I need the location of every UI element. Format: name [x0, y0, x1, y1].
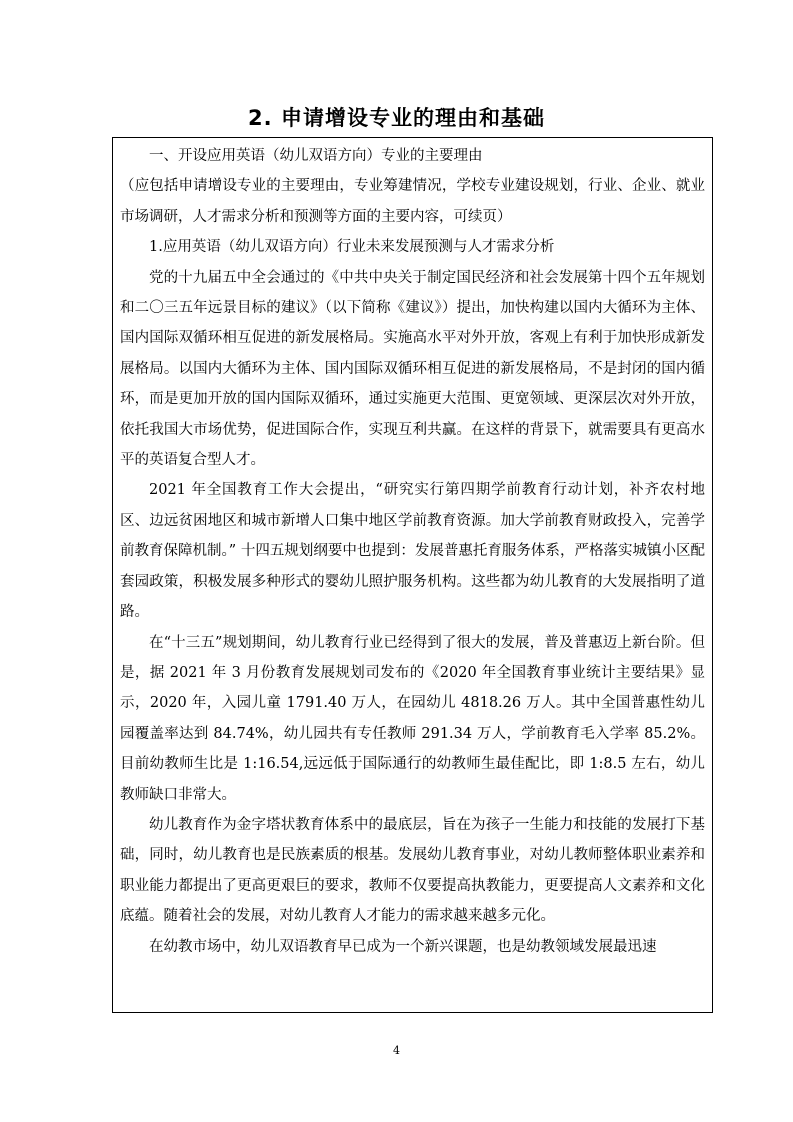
section-heading: 一、开设应用英语（幼儿双语方向）专业的主要理由 — [149, 148, 483, 164]
paragraph: 幼儿教育作为金字塔状教育体系中的最底层，旨在为孩子一生能力和技能的发展打下基础，同时，幼儿教育也是民族素质的根基。发展幼儿教育事业，对幼儿教师整体职业素养和职业能力都提出了更高更艰巨的要求，教师不仅要提高执教能力，更要提高人文素养和文化底蕴。随着社会的发展，对幼儿教育人才能力的需求越来越多元化。 — [120, 816, 705, 925]
content-table-frame — [112, 137, 713, 1013]
paragraph: 在幼教市场中，幼儿双语教育早已成为一个新兴课题，也是幼教领域发展最迅速 — [149, 938, 657, 955]
subheading: 1.应用英语（幼儿双语方向）行业未来发展预测与人才需求分析 — [149, 239, 555, 256]
instruction-note: （应包括申请增设专业的主要理由，专业筹建情况，学校专业建设规划，行业、企业、就业市场调研，人才需求分析和预测等方面的主要内容，可续页） — [120, 178, 705, 225]
page-number: 4 — [393, 1044, 400, 1057]
paragraph: 在“十三五”规划期间，幼儿教育行业已经得到了很大的发展，普及普惠迈上新台阶。但是，据 2021 年 3 月份教育发展规划司发布的《2020 年全国教育事业统计主要结果》显示，2020 年，入园儿童 1791.40 万人，在园幼儿 4818.26 万人。其中全国普惠性幼儿园覆盖率达到 84.74%，幼儿园共有专任教师 291.34 万人，学前教育毛入学率 85.2%。目前幼教师生比是 1:16.54,远远低于国际通行的幼教师生最佳配比，即 1:8.5 左右，幼儿教师缺口非常大。 — [120, 634, 705, 803]
page-title: 2. 申请增设专业的理由和基础 — [248, 106, 545, 130]
paragraph: 党的十九届五中全会通过的《中共中央关于制定国民经济和社会发展第十四个五年规划和二〇三五年远景目标的建议》（以下简称《建议》）提出，加快构建以国内大循环为主体、国内国际双循环相互促进的新发展格局。实施高水平对外开放，客观上有利于加快形成新发展格局。以国内大循环为主体、国内国际双循环相互促进的新发展格局，不是封闭的国内循环，而是更加开放的国内国际双循环，通过实施更大范围、更宽领域、更深层次对外开放，依托我国大市场优势，促进国际合作，实现互利共赢。在这样的背景下，就需要具有更高水平的英语复合型人才。 — [120, 269, 705, 469]
content-body — [113, 138, 712, 962]
paragraph: 2021 年全国教育工作大会提出，“研究实行第四期学前教育行动计划，补齐农村地区、边远贫困地区和城市新增人口集中地区学前教育资源。加大学前教育财政投入，完善学前教育保障机制。” 十四五规划纲要中也提到：发展普惠托育服务体系，严格落实城镇小区配套园政策，积极发展多种形式的婴幼儿照护服务机构。这些都为幼儿教育的大发展指明了道路。 — [120, 482, 705, 621]
